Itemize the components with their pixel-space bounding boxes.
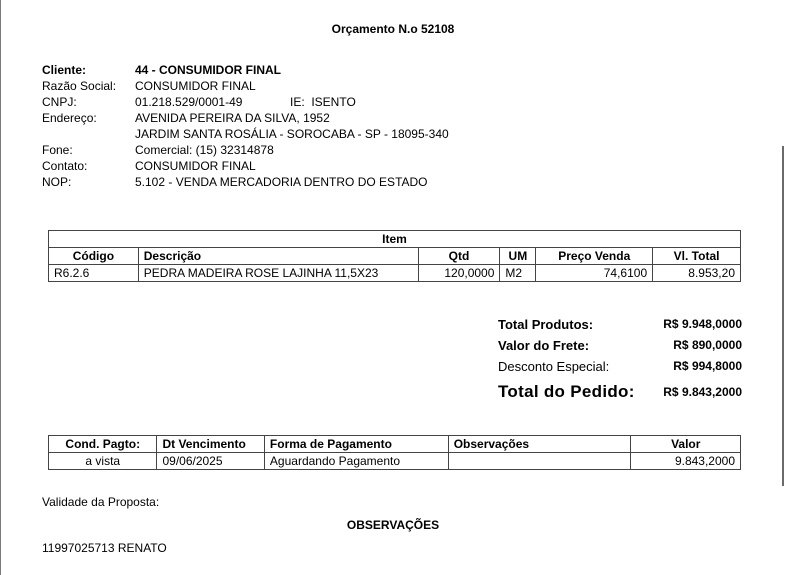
desconto-value: R$ 994,8000 — [673, 359, 742, 373]
observacoes-title: OBSERVAÇÕES — [346, 518, 440, 532]
items-caption: Item — [49, 231, 741, 248]
payment-table — [48, 435, 741, 470]
col-forma-pagamento: Forma de Pagamento — [264, 436, 448, 453]
payment-observacoes — [448, 453, 631, 470]
endereco-line2-value: JARDIM SANTA ROSÁLIA - SOROCABA - SP - 18095-340 — [135, 127, 449, 141]
total-produtos-value: R$ 9.948,0000 — [663, 317, 742, 331]
col-codigo: Código — [49, 248, 139, 265]
col-vl-total: Vl. Total — [653, 248, 741, 265]
col-descricao: Descrição — [138, 248, 418, 265]
nop-value: 5.102 - VENDA MERCADORIA DENTRO DO ESTADO — [135, 175, 428, 189]
contato-value: CONSUMIDOR FINAL — [135, 159, 256, 173]
nop-label: NOP: — [42, 175, 72, 189]
razao-social-value: CONSUMIDOR FINAL — [135, 79, 256, 93]
payment-vencimento: 09/06/2025 — [157, 453, 264, 470]
item-codigo: R6.2.6 — [49, 265, 139, 282]
ie-value: IE: ISENTO — [290, 95, 356, 109]
table-row — [49, 265, 741, 282]
client-value: 44 - CONSUMIDOR FINAL — [135, 63, 282, 77]
col-observacoes: Observações — [448, 436, 631, 453]
payment-valor: 9.843,2000 — [631, 453, 741, 470]
col-um: UM — [500, 248, 536, 265]
document-title: Orçamento N.o 52108 — [331, 22, 455, 36]
vertical-scrollbar[interactable] — [782, 146, 784, 486]
total-pedido-label: Total do Pedido: — [498, 382, 635, 401]
item-um: M2 — [500, 265, 536, 282]
col-qtd: Qtd — [418, 248, 500, 265]
payment-forma: Aguardando Pagamento — [264, 453, 448, 470]
page-left-border — [0, 0, 1, 575]
client-label: Cliente: — [42, 63, 87, 77]
contato-label: Contato: — [42, 159, 88, 173]
cnpj-label: CNPJ: — [42, 95, 77, 109]
desconto-row — [498, 356, 742, 377]
col-valor: Valor — [631, 436, 741, 453]
endereco-label: Endereço: — [42, 111, 97, 125]
payment-header-row — [49, 436, 741, 453]
valor-frete-row — [498, 335, 742, 356]
totals-block — [498, 314, 742, 405]
col-preco-venda: Preço Venda — [536, 248, 653, 265]
razao-social-label: Razão Social: — [42, 79, 117, 93]
total-produtos-row — [498, 314, 742, 335]
total-pedido-value: R$ 9.843,2000 — [663, 385, 742, 399]
item-preco-venda: 74,6100 — [536, 265, 653, 282]
items-table — [48, 230, 741, 282]
item-descricao: PEDRA MADEIRA ROSE LAJINHA 11,5X23 — [138, 265, 418, 282]
item-vl-total: 8.953,20 — [653, 265, 741, 282]
total-pedido-row — [498, 379, 742, 405]
payment-cond: a vista — [49, 453, 157, 470]
observacoes-text: 11997025713 RENATO — [42, 541, 167, 555]
items-header-row — [49, 248, 741, 265]
col-dt-vencimento: Dt Vencimento — [157, 436, 264, 453]
table-row — [49, 453, 741, 470]
valor-frete-value: R$ 890,0000 — [673, 338, 742, 352]
col-cond-pagto: Cond. Pagto: — [49, 436, 157, 453]
total-produtos-label: Total Produtos: — [498, 317, 594, 332]
fone-value: Comercial: (15) 32314878 — [135, 143, 274, 157]
fone-label: Fone: — [42, 143, 73, 157]
desconto-label: Desconto Especial: — [498, 359, 610, 374]
valor-frete-label: Valor do Frete: — [498, 338, 590, 353]
validade-label: Validade da Proposta: — [42, 495, 160, 509]
cnpj-value: 01.218.529/0001-49 — [135, 95, 243, 109]
endereco-value: AVENIDA PEREIRA DA SILVA, 1952 — [135, 111, 330, 125]
item-qtd: 120,0000 — [418, 265, 500, 282]
